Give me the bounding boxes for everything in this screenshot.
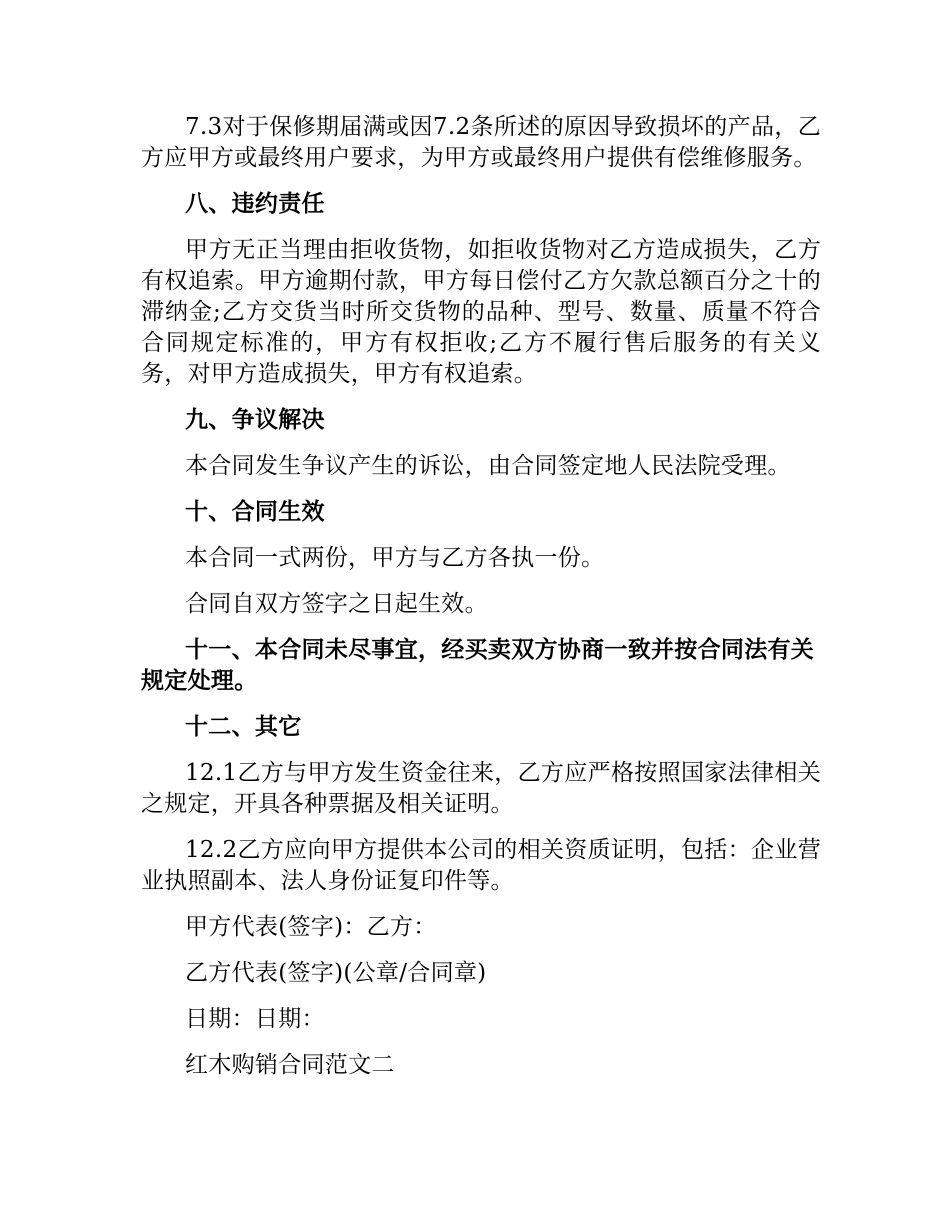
signature-party-a: 甲方代表(签字)：乙方： bbox=[185, 914, 437, 940]
clause-effective-date: 合同自双方签字之日起生效。 bbox=[185, 591, 488, 617]
clause-breach-body: 甲方无正当理由拒收货物，如拒收货物对乙方造成损失，乙方有权追索。甲方逾期付款，甲方每日偿付乙方欠款总额百分之十的滞纳金;乙方交货当时所交货物的品种、型号、数量、质量不符合合同规定标准的，甲方有权拒收;乙方不履行售后服务的有关义务，对甲方造成损失，甲方有权追索。 bbox=[141, 237, 821, 387]
signature-dates: 日期：日期： bbox=[185, 1006, 325, 1032]
next-document-title: 红木购销合同范文二 bbox=[185, 1052, 395, 1078]
clause-12-2: 12.2乙方应向甲方提供本公司的相关资质证明，包括：企业营业执照副本、法人身份证复印件等。 bbox=[141, 837, 821, 894]
section-heading-dispute: 九、争议解决 bbox=[185, 407, 325, 433]
document-page bbox=[141, 112, 821, 1096]
clause-dispute-body: 本合同发生争议产生的诉讼，由合同签定地人民法院受理。 bbox=[185, 453, 791, 479]
section-heading-breach: 八、违约责任 bbox=[185, 191, 325, 217]
section-heading-effective: 十、合同生效 bbox=[185, 499, 325, 525]
section-heading-other: 十二、其它 bbox=[185, 714, 302, 740]
section-heading-unresolved: 十一、本合同未尽事宜，经买卖双方协商一致并按合同法有关规定处理。 bbox=[141, 637, 815, 694]
clause-7-3: 7.3对于保修期届满或因7.2条所述的原因导致损坏的产品，乙方应甲方或最终用户要求，为甲方或最终用户提供有偿维修服务。 bbox=[141, 114, 821, 171]
clause-copies: 本合同一式两份，甲方与乙方各执一份。 bbox=[185, 545, 605, 571]
clause-12-1: 12.1乙方与甲方发生资金往来，乙方应严格按照国家法律相关之规定，开具各种票据及相关证明。 bbox=[141, 760, 821, 817]
signature-party-b: 乙方代表(签字)(公章/合同章) bbox=[185, 960, 487, 986]
